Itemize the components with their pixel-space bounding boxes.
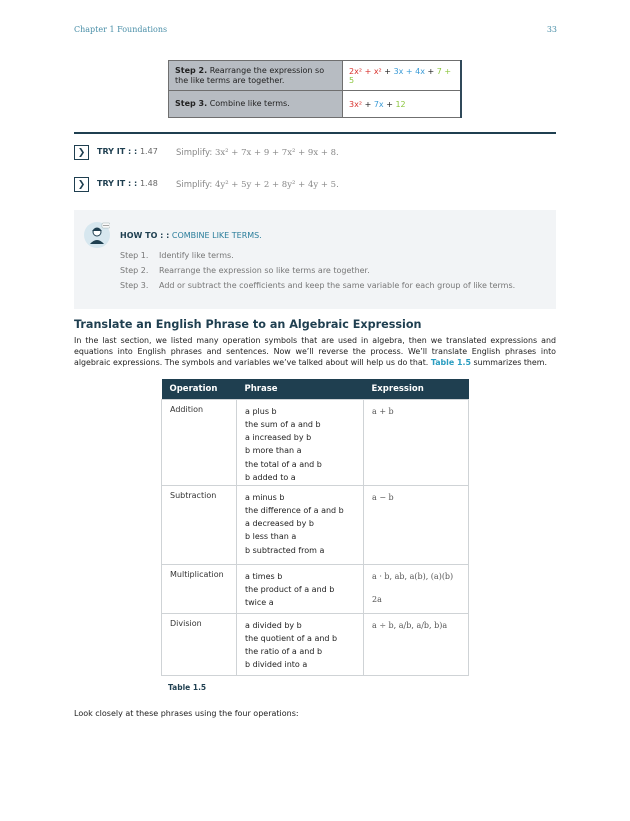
chapter-header: Chapter 1 Foundations [74,25,168,34]
phrase-line: the total of a and b [245,459,322,469]
table-row [162,564,469,613]
steps-table [168,60,462,118]
how-to-step: Step 2. Rearrange the expression so like terms are together. [120,266,370,275]
phrase-line: a times b [245,571,283,581]
phrase-cell [237,564,364,613]
operations-table [161,379,469,676]
phrase-line: b added to a [245,472,296,482]
table-row [162,613,469,675]
step-number: Step 2. [175,65,208,75]
expression-term: + [381,66,394,76]
step-text: Combine like terms. [209,99,290,108]
page-number: 33 [546,25,557,34]
expression-term: + [362,99,374,109]
section-title: Translate an English Phrase to an Algebraic Expression [74,318,422,331]
phrase-cell [237,613,364,675]
chevron-right-icon[interactable]: ❯ [74,177,89,192]
how-to-step: Step 1. Identify like terms. [120,251,234,260]
try-it-problem: Simplify: 4y² + 5y + 2 + 8y² + 4y + 5. [176,180,339,190]
phrase-line: a increased by b [245,433,312,443]
phrase-line: b more than a [245,446,302,456]
step-expression [343,61,462,91]
phrase-cell [237,399,364,485]
expression-term: + [383,99,396,109]
phrase-line: a plus b [245,406,277,416]
expression-term: 3x² [349,99,363,109]
step-text: Rearrange the expression so the like terms are together. [175,65,325,85]
step-label-cell [169,61,343,91]
table-caption: Table 1.5 [168,683,207,692]
step-number: Step 3. [175,99,208,108]
expression-line: a + b [372,406,394,416]
phrase-line: b divided into a [245,660,308,670]
try-it-label: TRY IT : : 1.48 [97,179,158,188]
section-divider [74,132,556,134]
table-link[interactable]: Table 1.5 [430,358,471,367]
expression-term: + [425,66,437,76]
column-header: Operation [162,379,237,399]
person-icon [84,222,110,248]
closing-text: Look closely at these phrases using the four operations: [74,709,299,718]
operation-cell: Division [162,613,237,675]
table-header-row [162,379,469,399]
how-to-title: HOW TO : : COMBINE LIKE TERMS. [120,231,262,240]
expression-cell [364,399,469,485]
phrase-line: a minus b [245,492,285,502]
expression-line: 2a [372,594,382,604]
phrase-line: the ratio of a and b [245,647,323,657]
operation-cell: Addition [162,399,237,485]
column-header: Expression [364,379,469,399]
expression-term: 7x [373,99,384,109]
phrase-line: a decreased by b [245,519,314,529]
phrase-line: twice a [245,598,274,608]
section-paragraph: In the last section, we listed many operation symbols that are used in algebra, then we translated expressions and equations into English phrases and sentences. Now we’ll reverse the process. We’ll translate English phrases into algebraic expressions. The symbols and variables we’ve talked about will help us do that. Table 1.5 summarizes them. [74,336,556,367]
how-to-box [74,210,556,309]
expression-line: a − b [372,492,394,502]
how-to-step: Step 3. Add or subtract the coefficients and keep the same variable for each group of like terms. [120,281,516,290]
expression-term: 2x² + x² [349,66,382,76]
phrase-line: the sum of a and b [245,419,321,429]
table-row [162,399,469,485]
expression-cell [364,613,469,675]
chevron-right-icon[interactable]: ❯ [74,145,89,160]
phrase-cell [237,485,364,564]
expression-term: 3x + 4x [393,66,425,76]
column-header: Phrase [237,379,364,399]
phrase-line: b subtracted from a [245,545,325,555]
phrase-line: the quotient of a and b [245,633,338,643]
table-row [162,485,469,564]
expression-term: 7 + 5 [349,66,452,85]
expression-cell [364,564,469,613]
operation-cell: Multiplication [162,564,237,613]
steps-row-3 [169,91,462,118]
operation-cell: Subtraction [162,485,237,564]
step-expression [343,91,462,118]
steps-row-2 [169,61,462,91]
expression-line: a ÷ b, a/b, a/b, b)a [372,620,448,630]
phrase-line: a divided by b [245,620,302,630]
try-it-label: TRY IT : : 1.47 [97,147,158,156]
expression-line: a · b, ab, a(b), (a)(b) [372,571,454,581]
phrase-line: the product of a and b [245,584,335,594]
phrase-line: b less than a [245,532,297,542]
try-it-problem: Simplify: 3x² + 7x + 9 + 7x² + 9x + 8. [176,148,339,158]
phrase-line: the difference of a and b [245,505,344,515]
step-label-cell [169,91,343,118]
expression-term: 12 [395,99,406,109]
expression-cell [364,485,469,564]
